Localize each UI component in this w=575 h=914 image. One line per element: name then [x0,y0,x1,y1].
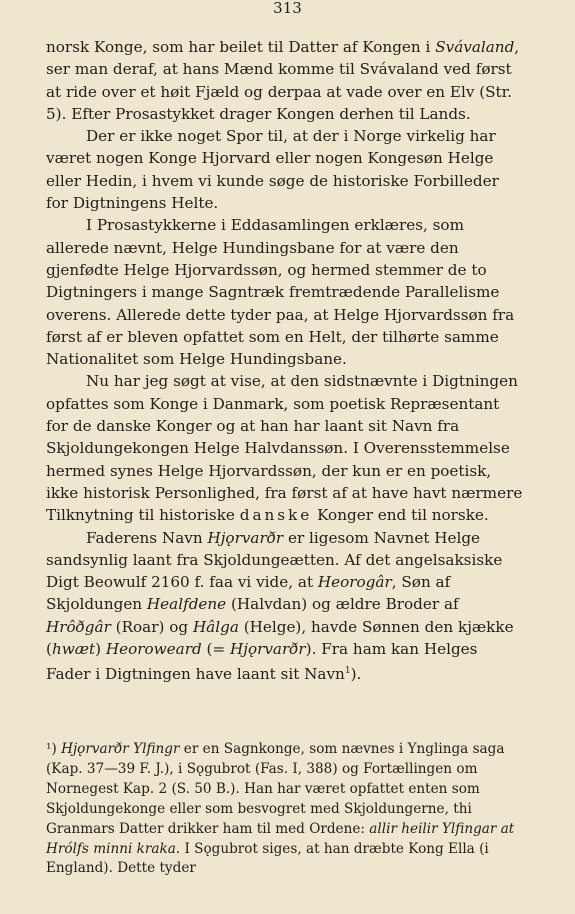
text-run: (Roar) og [110,617,193,636]
text-run: , ser man deraf, at hans Mænd komme til Svávaland ved først at ride over et høit Fjæld og derpaa at vade over en Elv (Str. 5). Efter Prosastykket drager Kongen derhen til Lands. [46,38,520,123]
italic-term: Heoroweard [105,640,202,659]
italic-term: Svávaland [435,38,515,56]
text-run: (Helge), havde Sønnen den kjække ( [46,617,514,659]
text-run: ). [350,665,362,684]
italic-term: Hâlga [192,617,239,636]
text-run: (= [201,640,230,659]
paragraph [46,370,525,526]
italic-term: Heorogâr [317,573,392,592]
italic-term: Hjǫrvarðr [230,640,306,659]
text-run: er ligesom Navnet Helge sandsynlig laant fra Skjoldungeætten. Af det angelsaksiske Digt Beowulf 2160 f. faa vi vide, at [46,528,503,592]
paragraph [46,214,525,370]
italic-term: allir heilir Ylfingar at Hrólfs minni kraka. [46,820,515,857]
footnote-1 [46,740,525,879]
italic-term: Hrôðgâr [46,617,111,636]
text-run: I Sǫgubrot siges, at han dræbte Kong Ella (i England). Dette tyder [46,840,489,877]
text-run: (Halvdan) og ældre Broder af [226,595,459,614]
text-run: Konger end til norske. [312,506,489,525]
page-number: 313 [273,0,302,17]
text-run: ). Fra ham kan Helges Fader i Digtningen have laant sit Navn [46,640,478,684]
body-text [46,36,525,686]
italic-term: hwæt [51,640,96,659]
italic-term: Healfdene [146,595,227,614]
text-run: , Søn af Skjoldungen [46,573,451,614]
footnotes [46,740,525,879]
italic-term: Hjǫrvarðr [207,528,284,547]
text-run: Nu har jeg søgt at vise, at den sidstnævnte i Digtningen opfattes som Konge i Danmark, som poetisk Repræsentant for de danske Konger og at han har laant sit Navn fra Skjoldungekongen Helge Halvdanssøn. I Overensstemmelse hermed synes Helge Hjorvardssøn, der kun er en poetisk, ikke historisk Personlighed, fra først af at have havt nærmere Tilknytning til historiske [46,372,523,525]
footnote-marker: ¹) [46,741,57,757]
text-run: ) [95,640,106,659]
paragraph [46,125,525,214]
text-run: I Prosastykkerne i Eddasamlingen erklæres, som allerede nævnt, Helge Hundingsbane for at være den gjenfødte Helge Hjorvardssøn, og hermed stemmer de to Digtningers i mange Sagntræk fremtrædende Parallelisme overens. Allerede dette tyder paa, at Helge Hjorvardssøn fra først af er bleven opfattet som en Helt, der tilhørte samme Nationalitet som Helge Hundingsbane. [46,216,515,369]
footnote-reference: 1 [344,666,351,677]
italic-term: Hjǫrvarðr Ylfingr [61,741,180,757]
text-run: Der er ikke noget Spor til, at der i Norge virkelig har været nogen Konge Hjorvard eller nogen Kongesøn Helge eller Hedin, i hvem vi kunde søge de historiske Forbilleder for Digtningens Helte. [46,127,499,213]
text-run: er en Sagnkonge, som nævnes i Ynglinga saga (Kap. 37—39 F. J.), i Sǫgubrot (Fas. I, 388) og Fortællingen om Nornegest Kap. 2 (S. 50 B.). Han har været opfattet enten som Skjoldungekonge eller som besvogret med Skjoldungerne, thi Granmars Datter drikker ham til med Ordene: [46,741,505,837]
spaced-emphasis: danske [239,506,313,525]
text-run: Faderens Navn [86,528,208,547]
paragraph [46,527,525,686]
paragraph [46,36,525,125]
text-run: norsk Konge, som har beilet til Datter af Kongen i [46,38,436,56]
